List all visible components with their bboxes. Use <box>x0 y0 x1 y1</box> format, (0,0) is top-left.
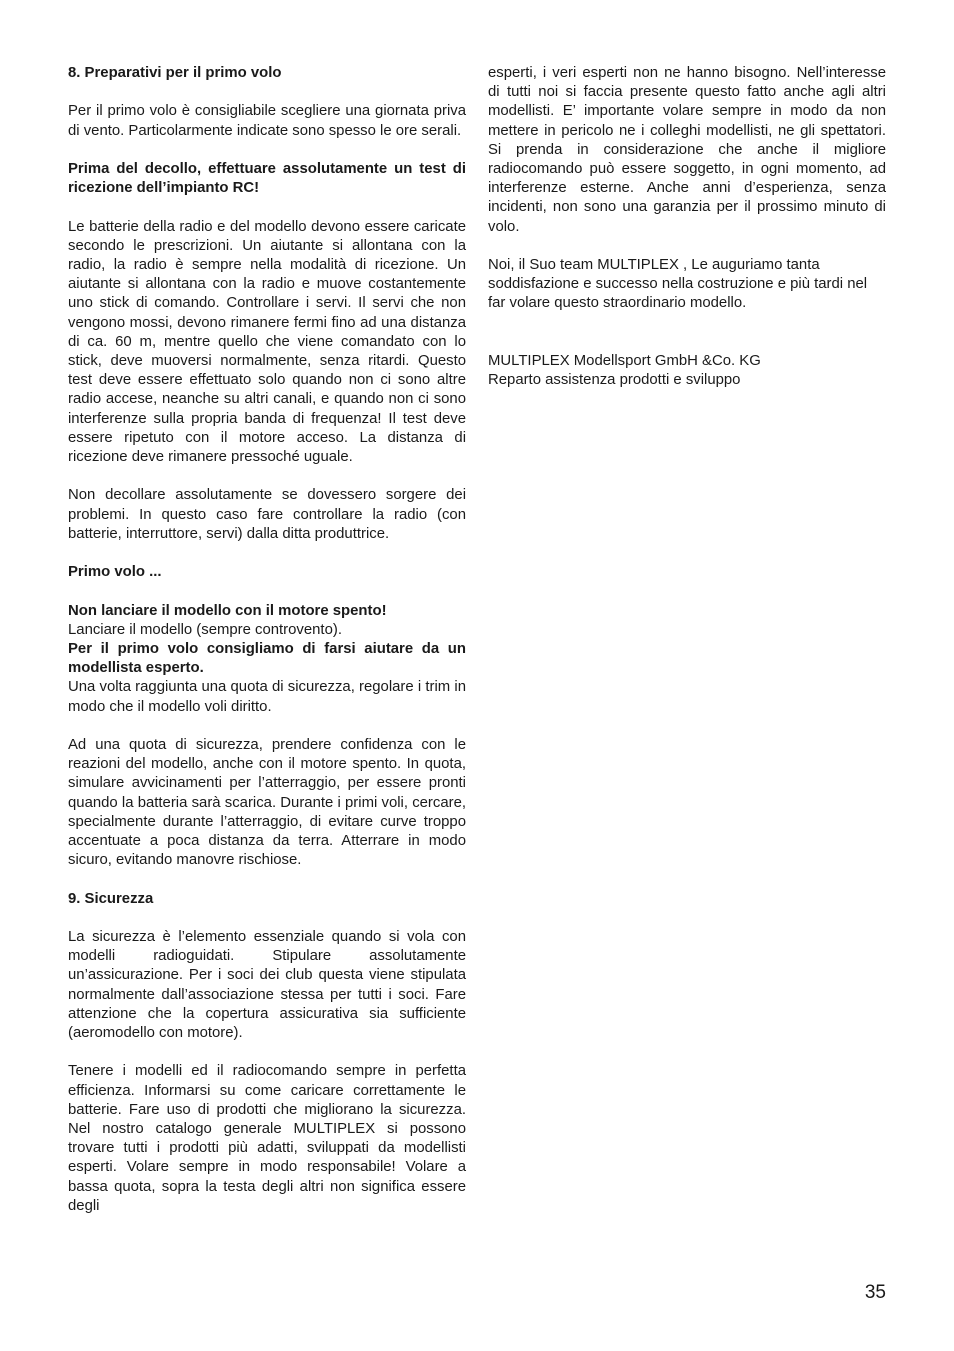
right-column <box>488 64 886 390</box>
first-flight-heading: Primo volo ... <box>68 564 162 581</box>
first-flight-practice-paragraph: Ad una quota di sicurezza, prendere confidenza con le reazioni del modello, anche con il motore spento. In quota, simulare avvicinamenti per l’atterraggio, per essere pronti quando la batteria sarà scarica. Durante i primi voli, cercare, specialmente durante l’atterraggio, di evitare curve troppo accentuate a poca distanza da terra. Atterrare in modo sicuro, evitando manovre rischiose. <box>68 737 466 869</box>
company-name: MULTIPLEX Modellsport GmbH &Co. KG <box>488 353 761 370</box>
section8-test-paragraph: Le batterie della radio e del modello devono essere caricate secondo le prescrizioni. Un aiutante si allontana con la radio, la radio è sempre nella modalità di ricezione. Un aiutante si allontana con la radio e muove costantemente uno stick di comando. Controllare i servi. Il servi che non vengono mossi, devono rimanere fermi fino ad una distanza di ca. 60 m, mentre quello che viene comandato con lo stick, deve muoversi normalmente, senza ritardi. Questo test deve essere effettuato solo quando non ci sono altre radio accese, neanche su altri canali, e quando non ci sono interferenze sulla propria banda di frequenza! Il test deve essere ripetuto con il motore acceso. La distanza di ricezione deve rimanere pressoché uguale. <box>68 218 466 466</box>
section9-heading: 9. Sicurezza <box>68 890 154 907</box>
first-flight-trim: Una volta raggiunta una quota di sicurezza, regolare i trim in modo che il modello voli diritto. <box>68 679 466 715</box>
section8-intro-paragraph: Per il primo volo è consigliabile scegliere una giornata priva di vento. Particolarmente indicate sono spesso le ore serali. <box>68 103 466 139</box>
company-department: Reparto assistenza prodotti e sviluppo <box>488 372 741 389</box>
safety-continued-paragraph: esperti, i veri esperti non ne hanno bisogno. Nell’interesse di tutti noi si faccia presente questo fatto anche agli altri modellisti. E’ importante volare sempre in modo da non mettere in pericolo ne i colleghi modellisti, ne gli spettatori. Si prenda in considerazione che anche il migliore radiocomando può essere soggetto, in ogni momento, ad interferenze esterne. Anche anni d’esperienza, senza incidenti, non sono una garanzia per il prossimo minuto di volo. <box>488 65 886 235</box>
section9-insurance-paragraph: La sicurezza è l’elemento essenziale quando si vola con modelli radioguidati. Stipulare assolutamente un’assicurazione. Per i soci dei club questa viene stipulata normalmente dall’associazione stessa per tutti i soci. Fare attenzione che la copertura assicurativa sia sufficiente (aeromodello con motore). <box>68 929 466 1042</box>
first-flight-launch: Lanciare il modello (sempre controvento). <box>68 621 342 638</box>
first-flight-warning: Non lanciare il modello con il motore spento! <box>68 602 387 619</box>
page-number: 35 <box>864 1282 886 1303</box>
first-flight-advice: Per il primo volo consigliamo di farsi aiutare da un modellista esperto. <box>68 641 466 677</box>
section8-warning-paragraph: Prima del decollo, effettuare assolutamente un test di ricezione dell’impianto RC! <box>68 160 466 197</box>
closing-wish-paragraph: Noi, il Suo team MULTIPLEX , Le auguriamo tanta soddisfazione e successo nella costruzione e più tardi nel far volare questo straordinario modello. <box>488 257 868 312</box>
section9-maintenance-paragraph: Tenere i modelli ed il radiocomando sempre in perfetta efficienza. Informarsi su come caricare correttamente le batterie. Fare uso di prodotti che migliorano la sicurezza. Nel nostro catalogo generale MULTIPLEX si possono trovare tutti i prodotti più adatti, sviluppati da modellisti esperti. Volare sempre in modo responsabile! Volare a bassa quota, sopra la testa degli altri non significa essere degli <box>68 1063 466 1214</box>
left-column <box>68 64 466 1216</box>
section8-heading: 8. Preparativi per il primo volo <box>68 65 282 81</box>
section8-problems-paragraph: Non decollare assolutamente se dovessero sorgere dei problemi. In questo caso fare controllare la radio (con batterie, interruttore, servi) dalla ditta produttrice. <box>68 487 466 542</box>
